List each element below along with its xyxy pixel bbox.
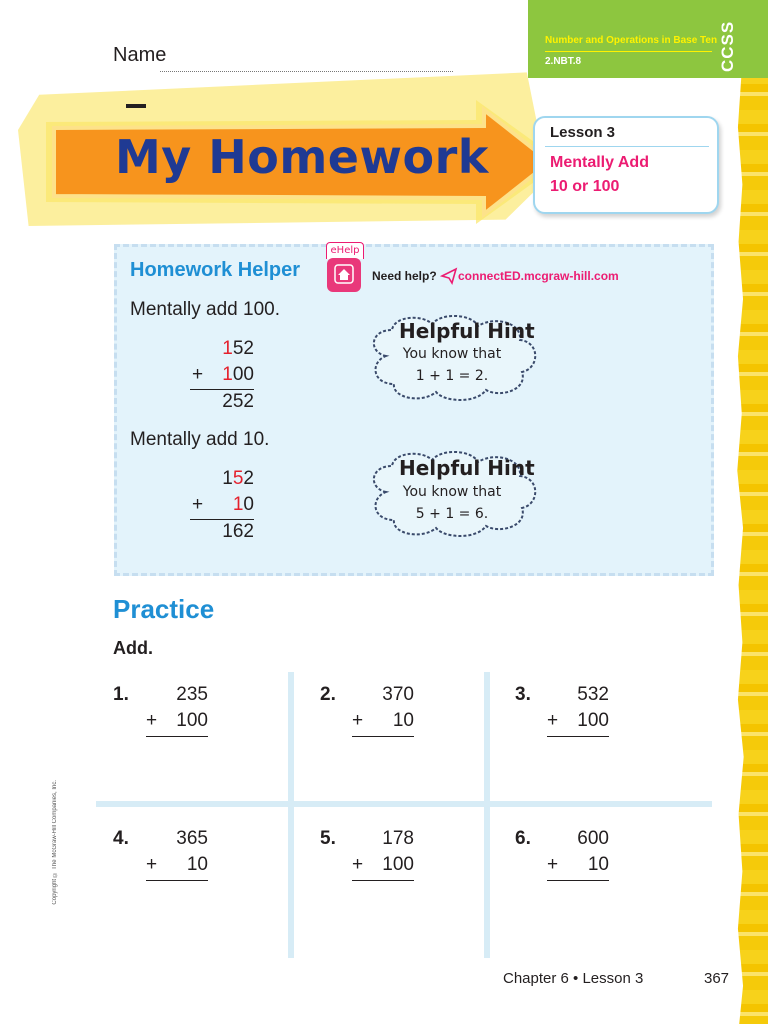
problem-1-top: 235 <box>176 684 208 705</box>
example1-sum: 252 <box>222 391 254 412</box>
problem-5-bottom: 100 <box>382 854 414 875</box>
hint1-title: Helpful Hint <box>399 319 535 343</box>
grid-divider-horizontal <box>96 801 712 807</box>
lesson-divider <box>545 146 709 147</box>
problem-1-bottom: 100 <box>176 710 208 731</box>
problem-6-top: 600 <box>577 828 609 849</box>
example2-instruction: Mentally add 10. <box>130 429 270 450</box>
problem-4-top: 365 <box>176 828 208 849</box>
problem-6-bottom: 10 <box>587 854 609 875</box>
problem-5-number: 5. <box>320 828 336 849</box>
example2-top-ones: 2 <box>243 468 254 489</box>
problem-1-plus: + <box>146 710 158 731</box>
example1-instruction: Mentally add 100. <box>130 299 280 320</box>
example2-plus-sign: + <box>192 494 204 515</box>
example1-bottom-hundreds-digit: 1 <box>222 364 233 385</box>
practice-directions: Add. <box>113 638 153 658</box>
example2-top-tens-digit: 5 <box>232 468 244 489</box>
problem-5-answer-line[interactable] <box>352 880 414 881</box>
hint1-line1: You know that <box>402 346 502 362</box>
example1-bottom-addend <box>198 364 254 386</box>
example1-top-rest: 52 <box>232 338 254 359</box>
problem-1-number: 1. <box>113 684 129 705</box>
page-title: My Homework <box>115 130 489 184</box>
problem-6-plus: + <box>547 854 559 875</box>
example1-bottom-rest: 00 <box>232 364 254 385</box>
yellow-crayon-border <box>736 70 768 1024</box>
footer-page-number: 367 <box>704 970 730 987</box>
problem-2-bottom: 10 <box>392 710 414 731</box>
need-help-text: Need help? <box>372 269 437 283</box>
example2-bottom-rest: 0 <box>243 494 254 515</box>
example2-bottom-tens-digit: 1 <box>232 494 244 515</box>
hint2-title: Helpful Hint <box>399 456 535 480</box>
example1-sum-line <box>190 389 254 390</box>
practice-heading: Practice <box>113 594 215 624</box>
problem-2-plus: + <box>352 710 364 731</box>
house-icon <box>334 264 354 284</box>
helper-title: Homework Helper <box>130 259 301 281</box>
problem-4-answer-line[interactable] <box>146 880 208 881</box>
example2-bottom-addend <box>198 494 254 516</box>
lesson-title-line2: 10 or 100 <box>550 178 620 195</box>
problem-4-plus: + <box>146 854 158 875</box>
problem-4-number: 4. <box>113 828 129 849</box>
name-write-line[interactable] <box>160 71 453 72</box>
hint1-line2: 1 + 1 = 2. <box>415 368 489 384</box>
problem-3-number: 3. <box>515 684 531 705</box>
problem-2-top: 370 <box>382 684 414 705</box>
problem-3-bottom: 100 <box>577 710 609 731</box>
example2-top-addend <box>198 468 254 490</box>
example2-sum-line <box>190 519 254 520</box>
help-url-link[interactable]: connectED.mcgraw-hill.com <box>458 269 619 283</box>
example2-sum: 162 <box>222 521 254 542</box>
problem-4-bottom: 10 <box>186 854 208 875</box>
lesson-title-line1: Mentally Add <box>550 154 649 171</box>
problem-5-plus: + <box>352 854 364 875</box>
footer-chapter-lesson: Chapter 6 • Lesson 3 <box>503 970 644 987</box>
example1-top-addend <box>198 338 254 360</box>
lesson-label: Lesson 3 <box>550 124 616 141</box>
name-label: Name <box>113 44 167 66</box>
ccss-tag: CCSS <box>718 20 737 72</box>
example1-plus-sign: + <box>192 364 204 385</box>
grid-divider-vertical-1 <box>288 672 294 958</box>
problem-3-top: 532 <box>577 684 609 705</box>
hint2-line2: 5 + 1 = 6. <box>415 506 489 522</box>
standard-domain: Number and Operations in Base Ten <box>545 35 718 46</box>
problem-2-answer-line[interactable] <box>352 736 414 737</box>
problem-3-answer-line[interactable] <box>547 736 609 737</box>
ccss-divider <box>545 51 712 52</box>
ehelp-label: eHelp <box>326 242 364 259</box>
problem-1-answer-line[interactable] <box>146 736 208 737</box>
copyright-notice: Copyright © The McGraw-Hill Companies, Inc. <box>52 780 58 905</box>
standard-code: 2.NBT.8 <box>545 56 582 67</box>
hint2-line1: You know that <box>402 484 502 500</box>
problem-3-plus: + <box>547 710 559 731</box>
example2-top-hundreds: 1 <box>222 468 233 489</box>
problem-6-answer-line[interactable] <box>547 880 609 881</box>
problem-6-number: 6. <box>515 828 531 849</box>
grid-divider-vertical-2 <box>484 672 490 958</box>
problem-5-top: 178 <box>382 828 414 849</box>
problem-2-number: 2. <box>320 684 336 705</box>
example1-top-hundreds-digit: 1 <box>222 338 233 359</box>
cursor-arrow-icon <box>440 266 458 286</box>
